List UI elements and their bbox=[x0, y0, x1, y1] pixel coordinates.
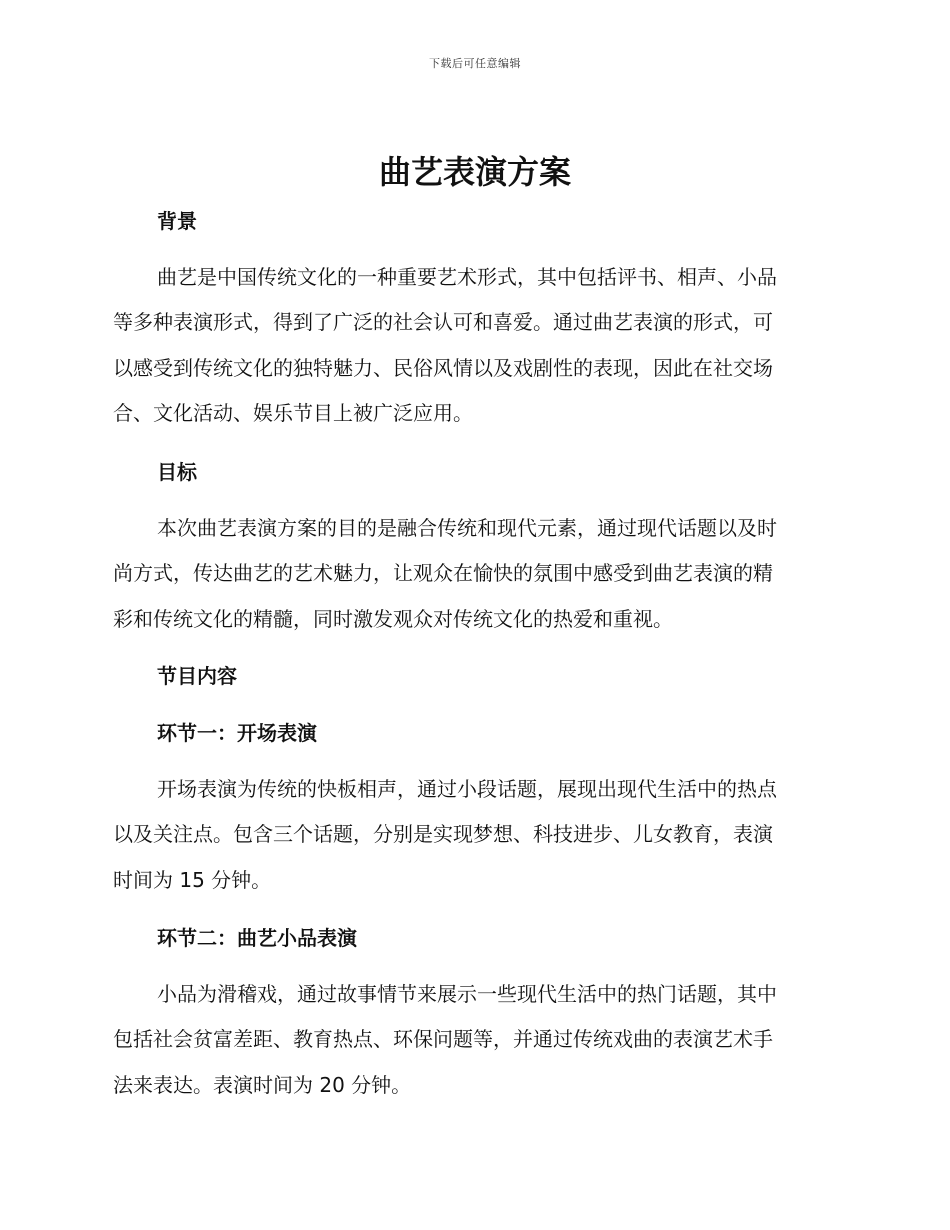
paragraph-line: 彩和传统文化的精髓，同时激发观众对传统文化的热爱和重视。 bbox=[113, 606, 673, 631]
paragraph-line: 以感受到传统文化的独特魅力、民俗风情以及戏剧性的表现，因此在社交场 bbox=[113, 355, 773, 380]
document-title: 曲艺表演方案 bbox=[378, 153, 571, 191]
section-heading-content: 节目内容 bbox=[157, 664, 237, 688]
paragraph-line: 本次曲艺表演方案的目的是融合传统和现代元素，通过现代话题以及时 bbox=[157, 516, 777, 540]
paragraph-line: 开场表演为传统的快板相声，通过小段话题，展现出现代生活中的热点 bbox=[157, 777, 777, 801]
paragraph-background bbox=[113, 255, 833, 436]
paragraph-line: 以及关注点。包含三个话题，分别是实现梦想、科技进步、儿女教育，表演 bbox=[113, 822, 773, 847]
paragraph-part1 bbox=[113, 767, 833, 903]
section-heading-part2: 环节二：曲艺小品表演 bbox=[157, 926, 357, 950]
paragraph-goal bbox=[113, 506, 833, 642]
paragraph-line: 尚方式，传达曲艺的艺术魅力，让观众在愉快的氛围中感受到曲艺表演的精 bbox=[113, 561, 773, 586]
paragraph-line: 合、文化活动、娱乐节目上被广泛应用。 bbox=[113, 400, 473, 425]
paragraph-line: 小品为滑稽戏，通过故事情节来展示一些现代生活中的热门话题，其中 bbox=[157, 982, 777, 1006]
paragraph-part2 bbox=[113, 972, 833, 1108]
paragraph-line: 等多种表演形式，得到了广泛的社会认可和喜爱。通过曲艺表演的形式，可 bbox=[113, 310, 773, 335]
paragraph-line: 时间为 15 分钟。 bbox=[113, 867, 272, 892]
section-heading-part1: 环节一：开场表演 bbox=[157, 721, 317, 745]
paragraph-line: 法来表达。表演时间为 20 分钟。 bbox=[113, 1072, 412, 1097]
section-heading-background: 背景 bbox=[157, 209, 197, 233]
page-header-note: 下载后可任意编辑 bbox=[429, 57, 521, 70]
paragraph-line: 曲艺是中国传统文化的一种重要艺术形式，其中包括评书、相声、小品 bbox=[157, 265, 777, 289]
paragraph-line: 包括社会贫富差距、教育热点、环保问题等，并通过传统戏曲的表演艺术手 bbox=[113, 1027, 773, 1052]
section-heading-goal: 目标 bbox=[157, 460, 197, 484]
